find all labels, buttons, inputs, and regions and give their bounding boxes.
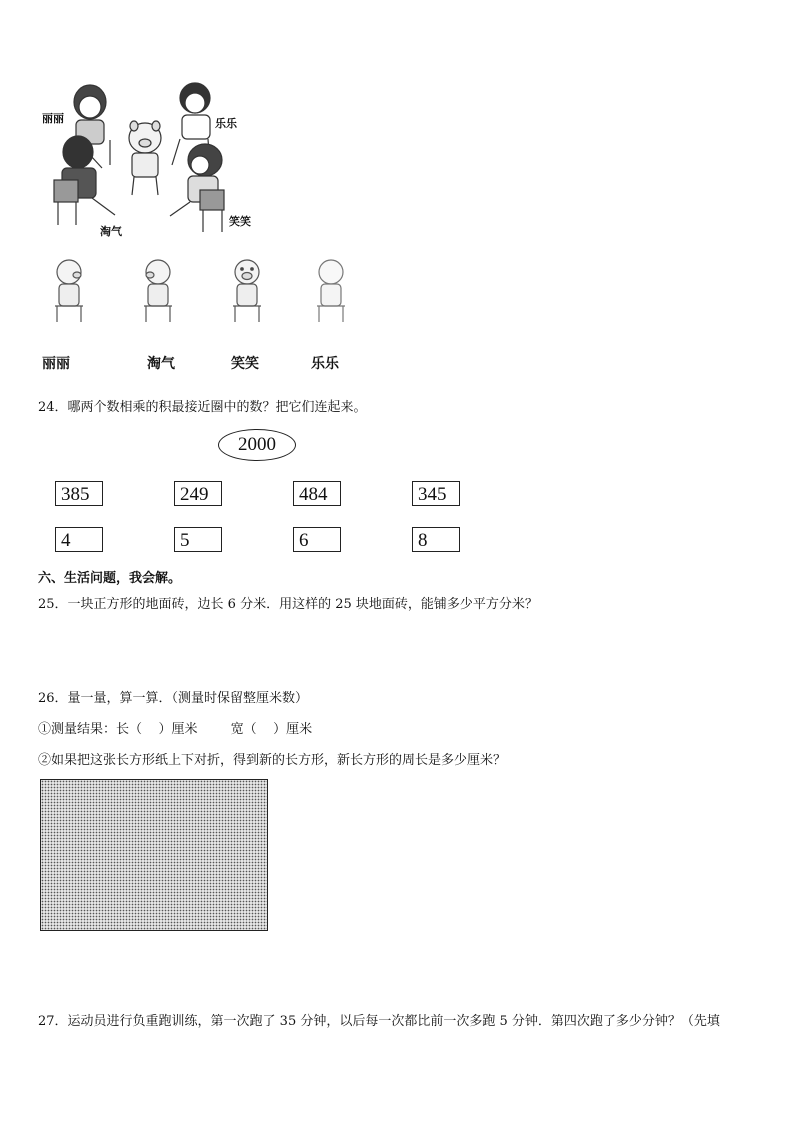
- top-number-box[interactable]: 385: [55, 481, 103, 506]
- pig-view-2: [136, 258, 180, 328]
- label-lele: 乐乐: [215, 117, 237, 130]
- view-name-4: 乐乐: [311, 356, 339, 372]
- pig-front-left-icon: [47, 258, 91, 324]
- view-name-1: 丽丽: [42, 356, 70, 372]
- label-taoqi: 淘气: [100, 225, 122, 238]
- q26-text: 26．量一量，算一算．（测量时保留整厘米数）: [38, 691, 309, 706]
- bottom-number-box[interactable]: 6: [293, 527, 341, 552]
- pig-view-1: [47, 258, 91, 328]
- section-6-heading: 六、生活问题，我会解。: [38, 571, 182, 586]
- bottom-number-box[interactable]: 4: [55, 527, 103, 552]
- view-name-2: 淘气: [147, 356, 175, 372]
- children-around-pig-illustration: [40, 80, 260, 240]
- q26-measure-line: ①测量结果：长（ ）厘米 宽（ ）厘米: [38, 722, 313, 737]
- q27-text: 27．运动员进行负重跑训练，第一次跑了 35 分钟，以后每一次都比前一次多跑 5 分钟．第四次跑了多少分钟？（先填: [38, 1014, 720, 1029]
- top-number-box[interactable]: 345: [412, 481, 460, 506]
- q26-fold-question: ②如果把这张长方形纸上下对折，得到新的长方形，新长方形的周长是多少厘米？: [38, 753, 507, 768]
- label-lili: 丽丽: [42, 112, 64, 125]
- q25-text: 25．一块正方形的地面砖，边长 6 分米．用这样的 25 块地面砖，能铺多少平方分米？: [38, 597, 538, 612]
- pig-front-right-icon: [136, 258, 180, 324]
- top-number-box[interactable]: 484: [293, 481, 341, 506]
- pig-front-icon: [225, 258, 269, 324]
- bottom-number-box[interactable]: 8: [412, 527, 460, 552]
- bottom-number-box[interactable]: 5: [174, 527, 222, 552]
- target-number-oval: 2000: [218, 429, 296, 461]
- view-name-3: 笑笑: [231, 356, 259, 372]
- q24-text: 24．哪两个数相乘的积最接近圈中的数？把它们连起来。: [38, 400, 367, 415]
- pig-back-icon: [309, 258, 353, 324]
- rectangle-paper-figure: [40, 779, 268, 931]
- scene-illustration: [40, 80, 260, 240]
- pig-view-4: [309, 258, 353, 328]
- pig-view-3: [225, 258, 269, 328]
- label-xiaoxiao: 笑笑: [229, 215, 251, 228]
- top-number-box[interactable]: 249: [174, 481, 222, 506]
